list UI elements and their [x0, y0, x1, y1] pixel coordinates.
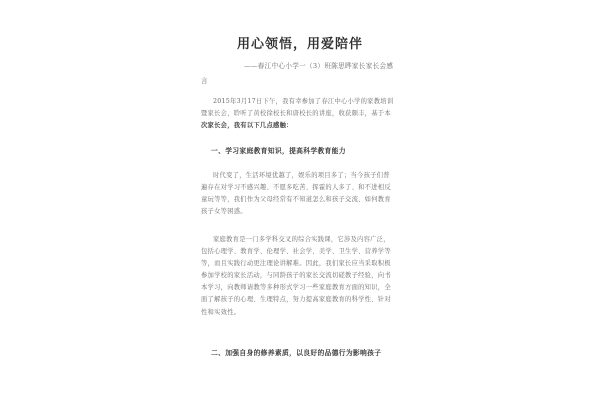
paragraph-line: 参加学校的家长活动，与同龄孩子的家长交流切磋教子经验，向书: [201, 272, 391, 280]
paragraph-line: 等，而且实践行动更注理论讲解难。因此，我们家长应当采取积极: [201, 260, 391, 268]
paragraph-line: 家庭教育是一门多学科交叉的综合实践课，它涉及内容广泛，: [213, 236, 390, 243]
document-title: 用心领悟，用爱陪伴: [236, 37, 363, 52]
paragraph-line: 2015年3月17日下午，我有幸参加了春江中心小学的家教培训: [213, 98, 394, 105]
section-heading-2: 二、加强自身的修养素质，以良好的品德行为影响孩子: [211, 349, 382, 357]
paragraph-line: 孩子女等困惑。: [201, 208, 247, 216]
section-heading-1: 一、学习家庭教育知识，提高科学教育能力: [211, 147, 346, 155]
document-subtitle: ——春江中心小学一（3）班陈思晔家长家长会感: [244, 62, 394, 70]
paragraph-line: 面了解孩子的心理、生理特点，努力提高家庭教育的科学性、针对: [201, 296, 391, 304]
paragraph-line: 包括心理学、教育学、伦理学、社会学、美学、卫生学、营养学等: [201, 248, 391, 256]
paragraph-line: 时代变了，生活环境优越了，娱乐的项目多了；当今孩子们普: [213, 172, 390, 179]
paragraph-section1-a: [201, 170, 401, 218]
paragraph-line: 遍存在对学习不感兴趣、不愿多吃苦、挥霍的人多了、和不进相反: [201, 184, 391, 192]
paragraph-line: 性和实效性。: [201, 308, 241, 316]
paragraph-line: 次家长会，我有以下几点感触：: [201, 122, 293, 130]
paragraph-intro: [201, 96, 401, 132]
paragraph-section1-b: [201, 234, 401, 319]
document-subtitle-continuation: 言: [201, 77, 208, 85]
paragraph-line: 本学习，向教师请教等多种形式学习一些家庭教育方面的知识，全: [201, 284, 391, 292]
paragraph-line: 暨家长会，聆听了黄校徐校长和唐校长的讲座，收获颇丰，基于本: [201, 110, 391, 118]
paragraph-line: 童玩等等，我们作为父母经常有不知道怎么和孩子交流、如何教育: [201, 196, 391, 204]
